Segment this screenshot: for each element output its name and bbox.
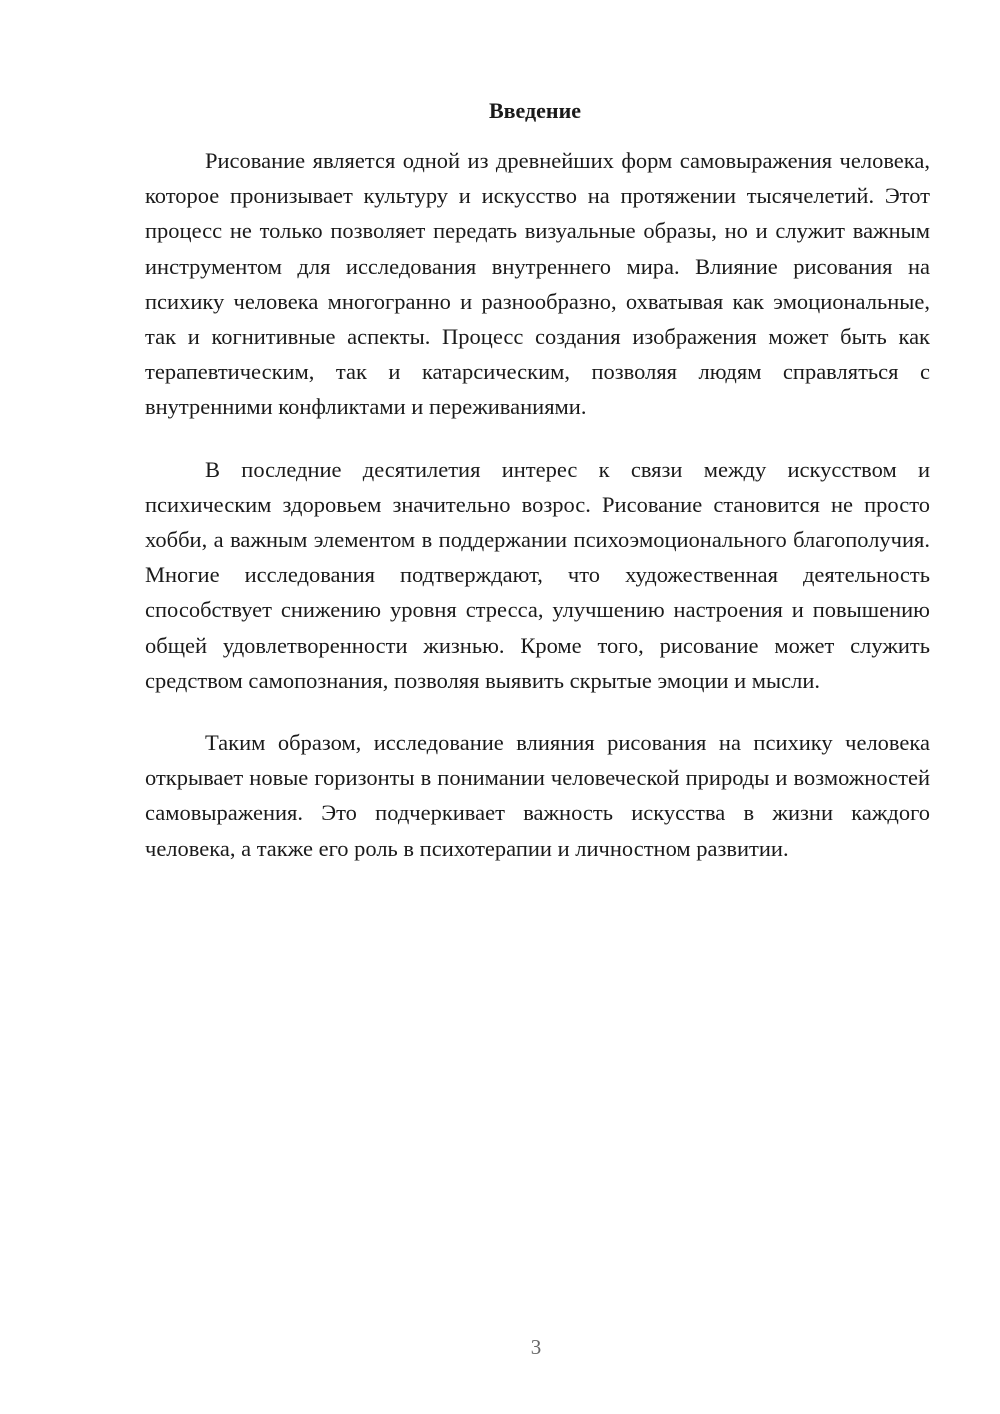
body-text bbox=[145, 143, 930, 893]
paragraph-2: В последние десятилетия интерес к связи между искусством и психическим здоровьем значительно возрос. Рисование становится не просто хобби, а важным элементом в поддержании психоэмоционального благополучия. Многие исследования подтверждают, что художественная деятельность способствует снижению уровня стресса, улучшению настроения и повышению общей удовлетворенности жизнью. Кроме того, рисование может служить средством самопознания, позволяя выявить скрытые эмоции и мысли. bbox=[145, 456, 930, 693]
paragraph-1: Рисование является одной из древнейших форм самовыражения человека, которое пронизывает культуру и искусство на протяжении тысячелетий. Этот процесс не только позволяет передать визуальные образы, но и служит важным инструментом для исследования внутреннего мира. Влияние рисования на психику человека многогранно и разнообразно, охватывая как эмоциональные, так и когнитивные аспекты. Процесс создания изображения может быть как терапевтическим, так и катарсическим, позволяя людям справляться с внутренними конфликтами и переживаниями. bbox=[145, 148, 930, 420]
paragraph-3: Таким образом, исследование влияния рисования на психику человека открывает новые горизонты в понимании человеческой природы и возможностей самовыражения. Это подчеркивает важность искусства в жизни каждого человека, а также его роль в психотерапии и личностном развитии. bbox=[145, 730, 930, 861]
page-number: 3 bbox=[530, 1335, 542, 1359]
page-title: Введение bbox=[488, 98, 582, 123]
